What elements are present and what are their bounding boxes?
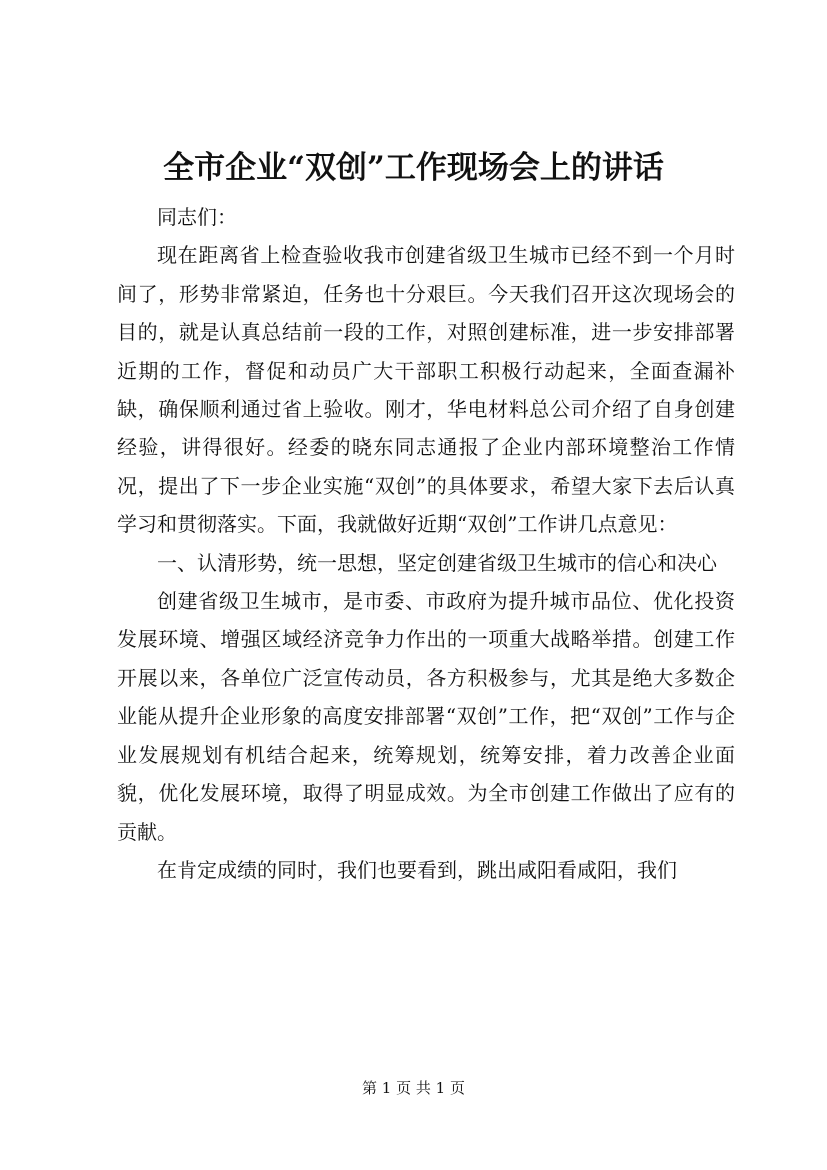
document-title: 全市企业“双创”工作现场会上的讲话 <box>163 150 664 186</box>
paragraph-intro: 现在距离省上检查验收我市创建省级卫生城市已经不到一个月时间了，形势非常紧迫，任务也十分艰巨。今天我们召开这次现场会的目的，就是认真总结前一段的工作，对照创建标准，进一步安排部署近期的工作，督促和动员广大干部职工积极行动起来，全面查漏补缺，确保顺利通过省上验收。刚才，华电材料总公司介绍了自身创建经验，讲得很好。经委的晓东同志通报了企业内部环境整治工作情况，提出了下一步企业实施“双创”的具体要求，希望大家下去后认真学习和贯彻落实。下面，我就做好近期“双创”工作讲几点意见： <box>117 243 735 537</box>
salutation: 同志们： <box>157 205 237 229</box>
page-footer: 第 1 页 共 1 页 <box>362 1079 465 1097</box>
section-heading-1: 一、认清形势，统一思想，坚定创建省级卫生城市的信心和决心 <box>157 550 717 575</box>
paragraph-section-1: 创建省级卫生城市，是市委、市政府为提升城市品位、优化投资发展环境、增强区域经济竞争力作出的一项重大战略举措。创建工作开展以来，各单位广泛宣传动员，各方积极参与，尤其是绝大多数企业能从提升企业形象的高度安排部署“双创”工作，把“双创”工作与企业发展规划有机结合起来，统筹规划，统筹安排，着力改善企业面貌，优化发展环境，取得了明显成效。为全市创建工作做出了应有的贡献。 <box>117 589 735 844</box>
document-body <box>117 198 735 889</box>
paragraph-continuation: 在肯定成绩的同时，我们也要看到，跳出咸阳看咸阳，我们 <box>157 857 677 882</box>
